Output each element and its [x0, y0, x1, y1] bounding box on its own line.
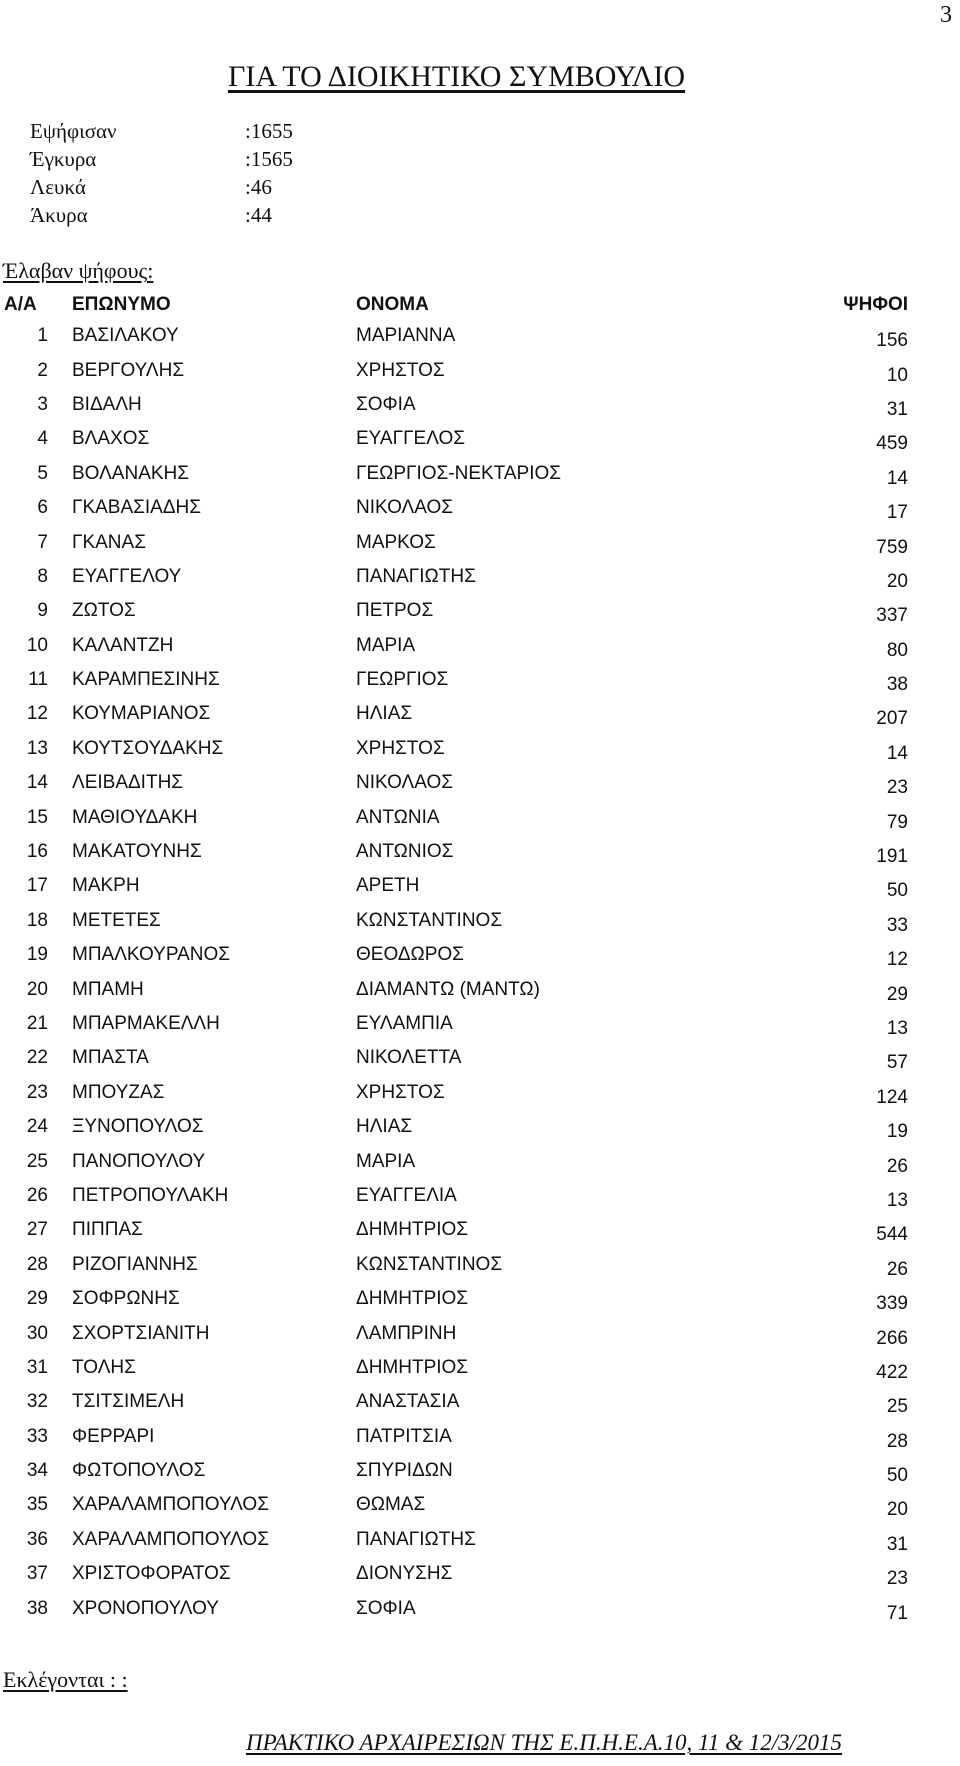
cell-votes: 17 — [886, 502, 908, 524]
table-row — [0, 319, 960, 353]
cell-aa: 32 — [26, 1391, 48, 1413]
cell-aa: 22 — [26, 1047, 48, 1069]
cell-aa: 37 — [26, 1563, 48, 1585]
table-row — [0, 938, 960, 972]
cell-surname: ΒΕΡΓΟΥΛΗΣ — [72, 359, 185, 381]
table-row — [0, 560, 960, 594]
cell-votes: 266 — [876, 1327, 908, 1349]
cell-name: ΕΥΛΑΜΠΙΑ — [356, 1013, 453, 1034]
table-body — [0, 319, 960, 1626]
cell-votes: 544 — [876, 1224, 908, 1246]
cell-surname: ΧΡΟΝΟΠΟΥΛΟΥ — [72, 1597, 219, 1619]
table-row — [0, 732, 960, 766]
cell-votes: 23 — [886, 777, 908, 799]
cell-name: ΑΝΤΩΝΙΑ — [356, 806, 440, 828]
cell-name: ΣΟΦΙΑ — [356, 393, 416, 415]
cell-surname: ΛΕΙΒΑΔΙΤΗΣ — [72, 772, 184, 794]
cell-name: ΔΙΑΜΑΝΤΩ (ΜΑΝΤΩ) — [356, 978, 540, 1000]
cell-name: ΧΡΗΣΤΟΣ — [356, 359, 445, 381]
cell-surname: ΤΣΙΤΣΙΜΕΛΗ — [72, 1391, 185, 1413]
cell-aa: 9 — [37, 600, 48, 622]
cell-aa: 33 — [26, 1425, 48, 1447]
cell-surname: ΒΑΣΙΛΑΚΟΥ — [72, 325, 179, 347]
table-row — [0, 904, 960, 938]
cell-surname: ΜΠΑΜΗ — [72, 978, 144, 1000]
cell-name: ΜΑΡΚΟΣ — [356, 531, 436, 553]
stat-row-voted — [30, 117, 293, 145]
cell-votes: 339 — [876, 1293, 908, 1315]
cell-votes: 156 — [876, 330, 908, 352]
table-row — [0, 972, 960, 1006]
cell-name: ΧΡΗΣΤΟΣ — [356, 737, 445, 759]
cell-aa: 5 — [37, 462, 48, 484]
cell-name: ΠΑΝΑΓΙΩΤΗΣ — [356, 565, 476, 587]
cell-aa: 26 — [26, 1184, 48, 1206]
table-row — [0, 1385, 960, 1419]
stat-label: Άκυρα — [30, 203, 88, 227]
cell-name: ΔΗΜΗΤΡΙΟΣ — [356, 1219, 469, 1241]
received-votes-heading: Έλαβαν ψήφους: — [3, 258, 154, 283]
cell-surname: ΤΟΛΗΣ — [72, 1356, 136, 1378]
table-row — [0, 869, 960, 903]
table-row — [0, 1557, 960, 1591]
cell-aa: 21 — [26, 1013, 48, 1034]
cell-aa: 15 — [26, 806, 48, 828]
table-row — [0, 1144, 960, 1178]
cell-aa: 14 — [26, 772, 48, 794]
cell-aa: 8 — [37, 565, 48, 587]
cell-name: ΗΛΙΑΣ — [356, 703, 413, 725]
table-header — [0, 291, 960, 319]
cell-aa: 35 — [26, 1494, 48, 1516]
cell-votes: 459 — [876, 433, 908, 455]
cell-name: ΜΑΡΙΑ — [356, 1150, 416, 1172]
cell-votes: 19 — [886, 1121, 908, 1143]
cell-aa: 36 — [26, 1528, 48, 1550]
cell-name: ΠΑΝΑΓΙΩΤΗΣ — [356, 1528, 476, 1550]
cell-votes: 14 — [886, 742, 908, 764]
cell-surname: ΜΑΚΡΗ — [72, 875, 140, 897]
table-row — [0, 1076, 960, 1110]
cell-surname: ΜΠΑΛΚΟΥΡΑΝΟΣ — [72, 944, 231, 966]
footer-text: ΠΡΑΚΤΙΚΟ ΑΡΧΑΙΡΕΣΙΩΝ ΤΗΣ Ε.Π.Η.Ε.Α.10, 11 & 12/3/2015 — [246, 1730, 842, 1755]
table-row — [0, 594, 960, 628]
stat-row-valid — [30, 145, 293, 173]
stat-value: :1565 — [245, 147, 293, 171]
cell-name: ΘΩΜΑΣ — [356, 1494, 426, 1516]
cell-name: ΕΥΑΓΓΕΛΙΑ — [356, 1184, 457, 1206]
cell-votes: 50 — [886, 880, 908, 902]
header-surname: ΕΠΩΝΥΜΟ — [72, 294, 171, 315]
cell-surname: ΦΩΤΟΠΟΥΛΟΣ — [72, 1460, 206, 1482]
cell-surname: ΒΙΔΑΛΗ — [72, 393, 142, 415]
cell-name: ΜΑΡΙΑ — [356, 634, 416, 656]
cell-votes: 50 — [886, 1465, 908, 1487]
cell-name: ΚΩΝΣΤΑΝΤΙΝΟΣ — [356, 1253, 503, 1275]
cell-name: ΝΙΚΟΛΑΟΣ — [356, 772, 454, 794]
cell-votes: 207 — [876, 708, 908, 730]
cell-surname: ΡΙΖΟΓΙΑΝΝΗΣ — [72, 1253, 198, 1275]
cell-votes: 38 — [886, 674, 908, 696]
cell-votes: 57 — [886, 1052, 908, 1074]
cell-aa: 23 — [26, 1081, 48, 1103]
cell-surname: ΕΥΑΓΓΕΛΟΥ — [72, 565, 182, 587]
table-row — [0, 1179, 960, 1213]
cell-name: ΣΠΥΡΙΔΩΝ — [356, 1460, 453, 1482]
cell-name: ΠΑΤΡΙΤΣΙΑ — [356, 1425, 452, 1447]
stat-label: Λευκά — [30, 175, 86, 199]
cell-name: ΠΕΤΡΟΣ — [356, 600, 434, 622]
table-row — [0, 1213, 960, 1247]
table-row — [0, 1454, 960, 1488]
stat-value: :1655 — [245, 119, 293, 143]
cell-surname: ΚΑΛΑΝΤΖΗ — [72, 634, 174, 656]
cell-votes: 337 — [876, 605, 908, 627]
cell-aa: 38 — [26, 1597, 48, 1619]
cell-surname: ΓΚΑΒΑΣΙΑΔΗΣ — [72, 497, 202, 519]
cell-surname: ΣΧΟΡΤΣΙΑΝΙΤΗ — [72, 1322, 210, 1344]
results-table — [0, 291, 960, 1626]
cell-votes: 759 — [876, 536, 908, 558]
table-row — [0, 422, 960, 456]
elected-label: Εκλέγονται : : — [3, 1667, 128, 1692]
cell-aa: 25 — [26, 1150, 48, 1172]
cell-votes: 13 — [886, 1018, 908, 1039]
cell-votes: 31 — [886, 398, 908, 420]
cell-name: ΔΗΜΗΤΡΙΟΣ — [356, 1356, 469, 1378]
cell-surname: ΜΑΚΑΤΟΥΝΗΣ — [72, 841, 202, 863]
stat-row-invalid — [30, 201, 293, 229]
cell-name: ΓΕΩΡΓΙΟΣ-ΝΕΚΤΑΡΙΟΣ — [356, 462, 562, 484]
cell-surname: ΜΑΘΙΟΥΔΑΚΗ — [72, 806, 198, 828]
cell-votes: 71 — [886, 1602, 908, 1624]
cell-name: ΝΙΚΟΛΑΟΣ — [356, 497, 454, 519]
cell-surname: ΒΛΑΧΟΣ — [72, 428, 150, 450]
cell-votes: 23 — [886, 1568, 908, 1590]
cell-aa: 3 — [37, 393, 48, 415]
cell-surname: ΠΑΝΟΠΟΥΛΟΥ — [72, 1150, 206, 1172]
cell-surname: ΚΟΥΤΣΟΥΔΑΚΗΣ — [72, 737, 224, 759]
table-row — [0, 800, 960, 834]
table-row — [0, 1007, 960, 1041]
table-row — [0, 1316, 960, 1350]
table-row — [0, 388, 960, 422]
cell-name: ΑΝΤΩΝΙΟΣ — [356, 841, 454, 863]
table-row — [0, 457, 960, 491]
cell-name: ΔΗΜΗΤΡΙΟΣ — [356, 1288, 469, 1310]
cell-votes: 124 — [876, 1086, 908, 1108]
table-row — [0, 1282, 960, 1316]
page-number: 3 — [940, 2, 952, 28]
cell-surname: ΚΑΡΑΜΠΕΣΙΝΗΣ — [72, 669, 220, 691]
cell-aa: 16 — [26, 841, 48, 863]
cell-surname: ΚΟΥΜΑΡΙΑΝΟΣ — [72, 703, 211, 725]
cell-name: ΧΡΗΣΤΟΣ — [356, 1081, 445, 1103]
table-row — [0, 353, 960, 387]
cell-votes: 29 — [886, 983, 908, 1005]
cell-name: ΝΙΚΟΛΕΤΤΑ — [356, 1047, 462, 1069]
stat-value: :46 — [245, 175, 272, 199]
cell-aa: 2 — [37, 359, 48, 381]
table-row — [0, 1420, 960, 1454]
cell-aa: 4 — [37, 428, 48, 450]
cell-surname: ΜΕΤΕΤΕΣ — [72, 909, 161, 931]
table-row — [0, 1591, 960, 1625]
table-row — [0, 1248, 960, 1282]
cell-votes: 191 — [876, 846, 908, 868]
cell-surname: ΧΑΡΑΛΑΜΠΟΠΟΥΛΟΣ — [72, 1528, 269, 1550]
header-name: ΟΝΟΜΑ — [356, 294, 429, 315]
cell-votes: 10 — [886, 364, 908, 386]
document-title: ΓΙΑ ΤΟ ΔΙΟΙΚΗΤΙΚΟ ΣΥΜΒΟΥΛΙΟ — [228, 60, 686, 93]
cell-aa: 12 — [26, 703, 48, 725]
cell-name: ΓΕΩΡΓΙΟΣ — [356, 669, 449, 691]
stat-value: :44 — [245, 203, 272, 227]
cell-surname: ΠΙΠΠΑΣ — [72, 1219, 143, 1241]
cell-surname: ΒΟΛΑΝΑΚΗΣ — [72, 462, 190, 484]
cell-name: ΛΑΜΠΡΙΝΗ — [356, 1322, 457, 1344]
table-row — [0, 663, 960, 697]
table-row — [0, 697, 960, 731]
cell-aa: 31 — [26, 1356, 48, 1378]
table-row — [0, 1110, 960, 1144]
cell-name: ΗΛΙΑΣ — [356, 1116, 413, 1138]
cell-votes: 28 — [886, 1430, 908, 1452]
cell-name: ΣΟΦΙΑ — [356, 1597, 416, 1619]
cell-surname: ΧΑΡΑΛΑΜΠΟΠΟΥΛΟΣ — [72, 1494, 269, 1516]
cell-votes: 33 — [886, 914, 908, 936]
stat-label: Έγκυρα — [30, 147, 97, 171]
cell-votes: 80 — [886, 639, 908, 661]
cell-votes: 20 — [886, 1499, 908, 1521]
cell-aa: 34 — [26, 1460, 48, 1482]
cell-aa: 19 — [26, 944, 48, 966]
cell-votes: 14 — [886, 467, 908, 489]
cell-name: ΘΕΟΔΩΡΟΣ — [356, 944, 464, 966]
cell-surname: ΜΠΑΡΜΑΚΕΛΛΗ — [72, 1013, 220, 1034]
cell-surname: ΓΚΑΝΑΣ — [72, 531, 146, 553]
cell-name: ΔΙΟΝΥΣΗΣ — [356, 1563, 453, 1585]
cell-surname: ΣΟΦΡΩΝΗΣ — [72, 1288, 180, 1310]
cell-surname: ΠΕΤΡΟΠΟΥΛΑΚΗ — [72, 1184, 229, 1206]
cell-votes: 422 — [876, 1361, 908, 1383]
table-row — [0, 629, 960, 663]
cell-aa: 30 — [26, 1322, 48, 1344]
vote-statistics — [30, 117, 293, 229]
cell-aa: 13 — [26, 737, 48, 759]
cell-aa: 28 — [26, 1253, 48, 1275]
cell-surname: ΖΩΤΟΣ — [72, 600, 136, 622]
cell-votes: 20 — [886, 570, 908, 592]
cell-surname: ΜΠΟΥΖΑΣ — [72, 1081, 165, 1103]
cell-name: ΕΥΑΓΓΕΛΟΣ — [356, 428, 466, 450]
cell-name: ΚΩΝΣΤΑΝΤΙΝΟΣ — [356, 909, 503, 931]
cell-aa: 27 — [26, 1219, 48, 1241]
cell-aa: 11 — [28, 669, 48, 691]
cell-surname: ΦΕΡΡΑΡΙ — [72, 1425, 155, 1447]
cell-votes: 79 — [886, 811, 908, 833]
header-aa: Α/Α — [4, 294, 37, 315]
cell-aa: 20 — [26, 978, 48, 1000]
table-row — [0, 525, 960, 559]
header-votes: ΨΗΦΟΙ — [843, 294, 908, 315]
table-row — [0, 766, 960, 800]
cell-aa: 10 — [26, 634, 48, 656]
cell-aa: 17 — [26, 875, 48, 897]
cell-votes: 25 — [886, 1396, 908, 1418]
cell-surname: ΜΠΑΣΤΑ — [72, 1047, 149, 1069]
table-row — [0, 835, 960, 869]
cell-votes: 26 — [886, 1258, 908, 1280]
cell-name: ΑΝΑΣΤΑΣΙΑ — [356, 1391, 460, 1413]
table-row — [0, 1041, 960, 1075]
table-row — [0, 1488, 960, 1522]
cell-aa: 6 — [37, 497, 48, 519]
cell-surname: ΞΥΝΟΠΟΥΛΟΣ — [72, 1116, 204, 1138]
cell-name: ΑΡΕΤΗ — [356, 875, 420, 897]
cell-votes: 26 — [886, 1155, 908, 1177]
table-row — [0, 1351, 960, 1385]
cell-votes: 31 — [886, 1533, 908, 1555]
cell-surname: ΧΡΙΣΤΟΦΟΡΑΤΟΣ — [72, 1563, 231, 1585]
table-row — [0, 491, 960, 525]
cell-votes: 13 — [886, 1189, 908, 1211]
cell-aa: 1 — [37, 325, 48, 347]
cell-aa: 29 — [26, 1288, 48, 1310]
cell-aa: 7 — [37, 531, 48, 553]
table-row — [0, 1523, 960, 1557]
stat-row-blank — [30, 173, 293, 201]
cell-name: ΜΑΡΙΑΝΝΑ — [356, 325, 456, 347]
cell-aa: 24 — [26, 1116, 48, 1138]
stat-label: Εψήφισαν — [30, 119, 117, 143]
cell-votes: 12 — [886, 949, 908, 971]
cell-aa: 18 — [26, 909, 48, 931]
